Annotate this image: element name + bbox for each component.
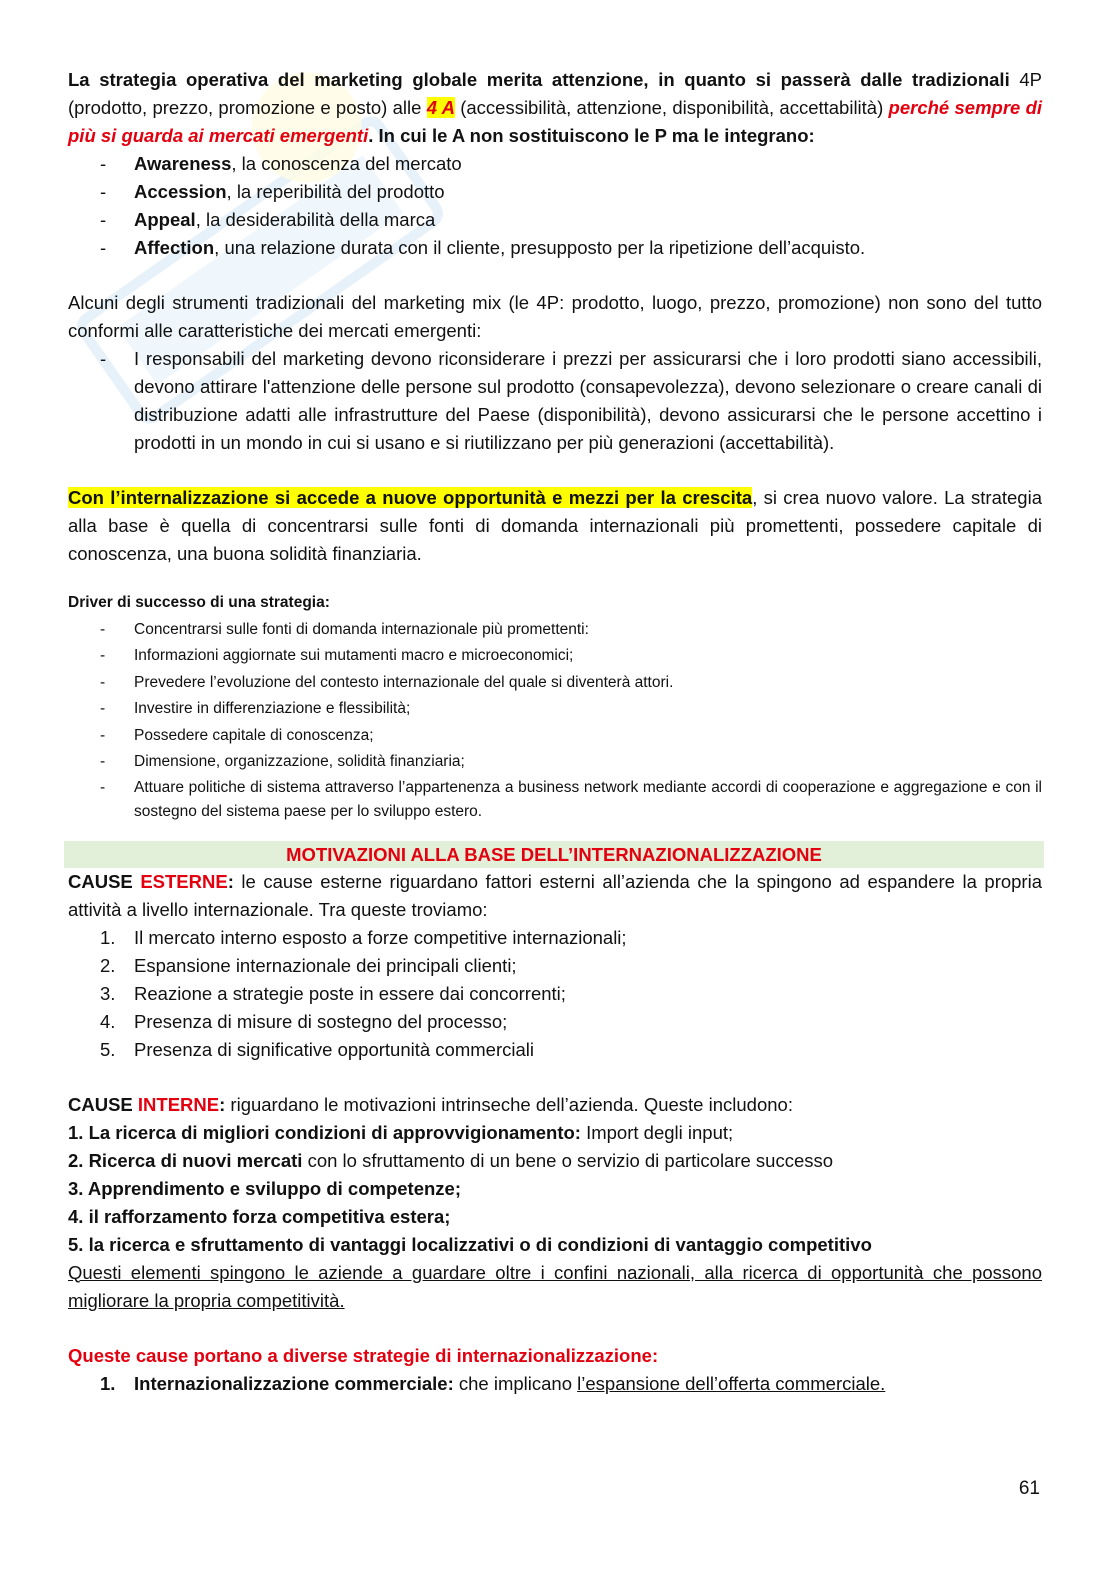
drivers-list	[68, 617, 1042, 824]
strategies-title: Queste cause portano a diverse strategie di internazionalizzazione:	[68, 1344, 659, 1366]
internal-causes-section	[68, 1091, 1042, 1315]
list-item: - Informazioni aggiornate sui mutamenti macro e microeconomici;	[68, 643, 1042, 670]
list-item: - Affection, una relazione durata con il cliente, presupposto per la ripetizione dell’acquisto.	[68, 234, 1042, 262]
four-a-list	[68, 150, 1042, 262]
list-item: - Investire in differenziazione e flessibilità;	[68, 696, 1042, 723]
internalization-paragraph: Con l’internalizzazione si accede a nuove opportunità e mezzi per la crescita, si crea nuovo valore. La strategia alla base è quella di concentrarsi sulle fonti di domanda internazionali più promettenti, possedere capitale di conoscenza, una buona solidità finanziaria.	[68, 487, 1042, 564]
list-item: 2. Espansione internazionale dei principali clienti;	[100, 954, 517, 976]
internal-causes-summary: Questi elementi spingono le aziende a guardare oltre i confini nazionali, alla ricerca di opportunità che possono migliorare la propria competitività.	[68, 1261, 1042, 1311]
marketing-mix-list	[68, 345, 1042, 457]
drivers-title: Driver di successo di una strategia:	[68, 594, 330, 611]
list-item: 5. Presenza di significative opportunità commerciali	[100, 1038, 534, 1060]
list-item: 4. Presenza di misure di sostegno del processo;	[100, 1010, 508, 1032]
list-item: - Accession, la reperibilità del prodotto	[68, 178, 1042, 206]
list-item: - Concentrarsi sulle fonti di domanda internazionale più promettenti:	[68, 617, 1042, 644]
internal-cause-3: 3. Apprendimento e sviluppo di competenze;	[68, 1177, 461, 1199]
list-item: 1. Internazionalizzazione commerciale: che implicano l’espansione dell’offerta commerciale.	[100, 1372, 886, 1394]
page-number: 61	[1018, 1478, 1040, 1499]
internal-causes-lead: CAUSE INTERNE: riguardano le motivazioni intrinseche dell’azienda. Queste includono:	[68, 1093, 793, 1115]
internal-cause-1: 1. La ricerca di migliori condizioni di approvvigionamento: Import degli input;	[68, 1121, 734, 1143]
internal-cause-2: 2. Ricerca di nuovi mercati con lo sfruttamento di un bene o servizio di particolare successo	[68, 1149, 834, 1171]
list-item: - Prevedere l’evoluzione del contesto internazionale del quale si diventerà attori.	[68, 670, 1042, 697]
list-item: - Dimensione, organizzazione, solidità finanziaria;	[68, 749, 1042, 776]
list-item: 1. Il mercato interno esposto a forze competitive internazionali;	[100, 926, 627, 948]
external-causes-paragraph: CAUSE ESTERNE: le cause esterne riguardano fattori esterni all’azienda che la spingono ad espandere la propria attività a livello internazionale. Tra queste troviamo:	[68, 870, 1042, 920]
intro-paragraph: La strategia operativa del marketing globale merita attenzione, in quanto si passerà dalle tradizionali 4P (prodotto, prezzo, promozione e posto) alle 4 A (accessibilità, attenzione, disponibilità, accettabilità) perché sempre di più si guarda ai mercati emergenti. In cui le A non sostituiscono le P ma le integrano:	[68, 69, 1043, 146]
list-item: - Appeal, la desiderabilità della marca	[68, 206, 1042, 234]
marketing-mix-paragraph: Alcuni degli strumenti tradizionali del marketing mix (le 4P: prodotto, luogo, prezzo, promozione) non sono del tutto conformi alle caratteristiche dei mercati emergenti:	[68, 292, 1042, 341]
list-item: - I responsabili del marketing devono riconsiderare i prezzi per assicurarsi che i loro prodotti siano accessibili, devono attirare l'attenzione delle persone sul prodotto (consapevolezza), devono selezionare o creare canali di distribuzione adatti alle infrastrutture del Paese (disponibilità), devono assicurarsi che le persone accettino i prodotti in un mondo in cui si usano e si riutilizzano per più generazioni (accettabilità).	[68, 345, 1042, 457]
section-title: MOTIVAZIONI ALLA BASE DELL’INTERNAZIONALIZZAZIONE	[64, 841, 1044, 868]
list-item: - Awareness, la conoscenza del mercato	[68, 150, 1042, 178]
drivers-section	[68, 590, 1042, 824]
external-causes-list	[68, 924, 1042, 1064]
strategies-list	[68, 1370, 1042, 1398]
list-item: - Possedere capitale di conoscenza;	[68, 723, 1042, 750]
internal-cause-5: 5. la ricerca e sfruttamento di vantaggi localizzativi o di condizioni di vantaggio competitivo	[68, 1233, 872, 1255]
document-page	[68, 66, 1042, 1398]
internal-cause-4: 4. il rafforzamento forza competitiva estera;	[68, 1205, 451, 1227]
list-item: - Attuare politiche di sistema attraverso l’appartenenza a business network mediante accordi di cooperazione e aggregazione e con il sostegno del sistema paese per lo sviluppo estero.	[68, 776, 1042, 824]
list-item: 3. Reazione a strategie poste in essere dai concorrenti;	[100, 982, 566, 1004]
